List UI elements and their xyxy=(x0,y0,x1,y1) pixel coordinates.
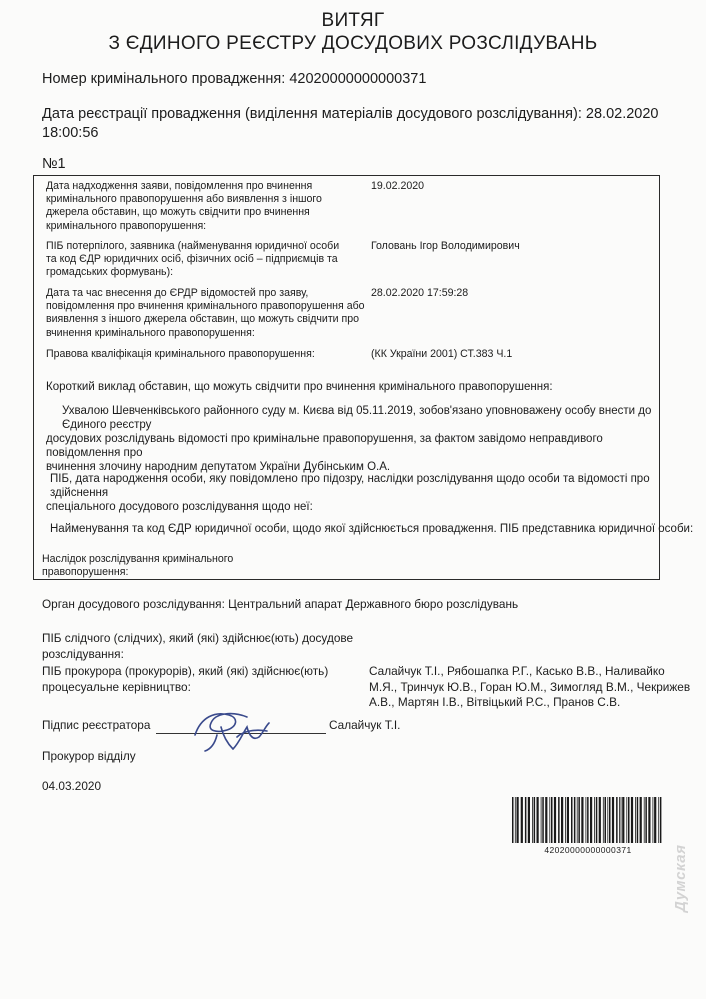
barcode-bar xyxy=(578,797,580,843)
watermark: Думская xyxy=(672,844,689,912)
barcode xyxy=(510,797,666,843)
barcode-bar xyxy=(637,797,639,843)
barcode-bar xyxy=(645,797,647,843)
barcode-bar xyxy=(622,797,624,843)
row-qualification-label: Правова кваліфікація кримінального правопорушення: xyxy=(46,348,315,360)
barcode-bar xyxy=(525,797,527,843)
barcode-bar xyxy=(609,797,611,843)
row-application-date-label: Дата надходження заяви, повідомлення про вчинення кримінального правопорушення або виявлення з іншого джерела обставин, що можуть свідчити про вчинення кримінального правопорушення: xyxy=(46,180,322,232)
barcode-bar xyxy=(653,797,654,843)
document-title: ВИТЯГ xyxy=(321,10,385,31)
barcode-bar xyxy=(628,797,630,843)
row-application-date-value: 19.02.2020 xyxy=(371,180,425,192)
barcode-bar xyxy=(658,797,659,843)
registration-date: Дата реєстрації провадження (виділення матеріалів досудового розслідування): 28.02.2020 xyxy=(42,106,659,122)
barcode-bar xyxy=(517,797,519,843)
barcode-bar xyxy=(534,797,536,843)
row-victim-value: Головань Ігор Володимирович xyxy=(371,240,520,252)
row-qualification-value: (КК України 2001) СТ.383 Ч.1 xyxy=(371,348,513,360)
barcode-number: 42020000000000371 xyxy=(544,845,632,855)
investigation-consequence-label: Наслідок розслідування кримінального правопорушення: xyxy=(42,553,234,579)
barcode-bar xyxy=(587,797,589,843)
registration-time: 18:00:56 xyxy=(42,125,99,141)
department-prosecutor: Прокурор відділу xyxy=(42,749,136,763)
barcode-bar xyxy=(528,797,530,843)
barcode-bar xyxy=(640,797,642,843)
barcode-bar xyxy=(512,797,514,843)
barcode-bar xyxy=(545,797,547,843)
summary-label: Короткий виклад обставин, що можуть свідчити про вчинення кримінального правопорушення: xyxy=(46,381,553,393)
barcode-bar xyxy=(549,797,550,843)
barcode-bar xyxy=(612,797,614,843)
barcode-bar xyxy=(542,797,544,843)
barcode-bar xyxy=(648,797,650,843)
barcode-bar xyxy=(541,797,542,843)
barcode-bar xyxy=(607,797,608,843)
barcode-bar xyxy=(590,797,592,843)
barcode-bar xyxy=(551,797,553,843)
summary-text: Ухвалою Шевченківського районного суду м. Києва від 05.11.2019, зобов'язано уповноважену особу внести до Єдиного реєстру досудових розслідувань відомості про кримінальне правопорушення, за фактом завідомо неправдивого повідомлення про вчинення злочину народним депутатом України Дубінським О.А. xyxy=(46,405,652,473)
barcode-bar xyxy=(574,797,576,843)
document-subtitle: З ЄДИНОГО РЕЄСТРУ ДОСУДОВИХ РОЗСЛІДУВАНЬ xyxy=(108,33,598,54)
barcode-bar xyxy=(616,797,618,843)
barcode-bar xyxy=(605,797,607,843)
row-victim-label: ПІБ потерпілого, заявника (найменування юридичної особи та код ЄДР юридичних осіб, фізичних осіб – підприємців та громадських формувань): xyxy=(46,240,340,279)
registrar-signature-label: Підпис реєстратора xyxy=(42,718,151,732)
investigation-organ: Орган досудового розслідування: Центральний апарат Державного бюро розслідувань xyxy=(42,597,519,611)
barcode-bar xyxy=(521,797,523,843)
prosecutor-names: Салайчук Т.І., Рябошапка Р.Г., Касько В.В., Наливайко М.Я., Тринчук Ю.В., Горан Ю.М., Зимогляд В.М., Чекрижев А.В., Мартян І.В., Вітвіцький Р.С., Пранов С.В. xyxy=(369,664,691,709)
barcode-bar xyxy=(619,797,620,843)
barcode-bar xyxy=(596,797,598,843)
registry-entry-box xyxy=(33,175,660,580)
barcode-bar xyxy=(660,797,662,843)
barcode-bar xyxy=(626,797,627,843)
barcode-bar xyxy=(537,797,539,843)
investigator-label: ПІБ слідчого (слідчих), який (які) здійснює(ють) досудове розслідування: xyxy=(42,631,354,661)
barcode-bar xyxy=(635,797,636,843)
barcode-bar xyxy=(532,797,533,843)
barcode-bar xyxy=(654,797,656,843)
row-entry-datetime-label: Дата та час внесення до ЄРДР відомостей про заяву, повідомлення про вчинення кримінального правопорушення або виявлення з іншого джерела обставин, що можуть свідчити про вчинення кримінального правопорушення: xyxy=(46,287,365,339)
barcode-bar xyxy=(554,797,556,843)
barcode-bar xyxy=(571,797,573,843)
barcode-bar xyxy=(577,797,578,843)
barcode-bar xyxy=(561,797,563,843)
barcode-bar xyxy=(644,797,645,843)
barcode-bar xyxy=(581,797,583,843)
barcode-bar xyxy=(599,797,601,843)
handwritten-signature xyxy=(177,705,277,755)
registrar-name: Салайчук Т.І. xyxy=(329,718,401,732)
barcode-bar xyxy=(565,797,566,843)
barcode-bar xyxy=(594,797,595,843)
row-entry-datetime-value: 28.02.2020 17:59:28 xyxy=(371,287,469,299)
barcode-bar xyxy=(631,797,633,843)
entry-number: №1 xyxy=(42,156,66,172)
barcode-bar xyxy=(558,797,560,843)
proceeding-number: Номер кримінального провадження: 42020000000000371 xyxy=(42,71,427,87)
legal-entity-label: Найменування та код ЄДР юридичної особи, щодо якої здійснюється провадження. ПІБ представника юридичної особи: xyxy=(50,523,694,535)
barcode-bar xyxy=(567,797,569,843)
document-date: 04.03.2020 xyxy=(42,779,102,793)
barcode-bar xyxy=(621,797,622,843)
barcode-bar xyxy=(515,797,516,843)
prosecutor-label: ПІБ прокурора (прокурорів), який (які) здійснює(ють) процесуальне керівництво: xyxy=(42,664,329,694)
suspect-info-label: ПІБ, дата народження особи, яку повідомлено про підозру, наслідки розслідування щодо особи та відомості про здійснення спеціального досудового розслідування щодо неї: xyxy=(46,473,650,513)
barcode-bar xyxy=(586,797,587,843)
barcode-bar xyxy=(603,797,604,843)
